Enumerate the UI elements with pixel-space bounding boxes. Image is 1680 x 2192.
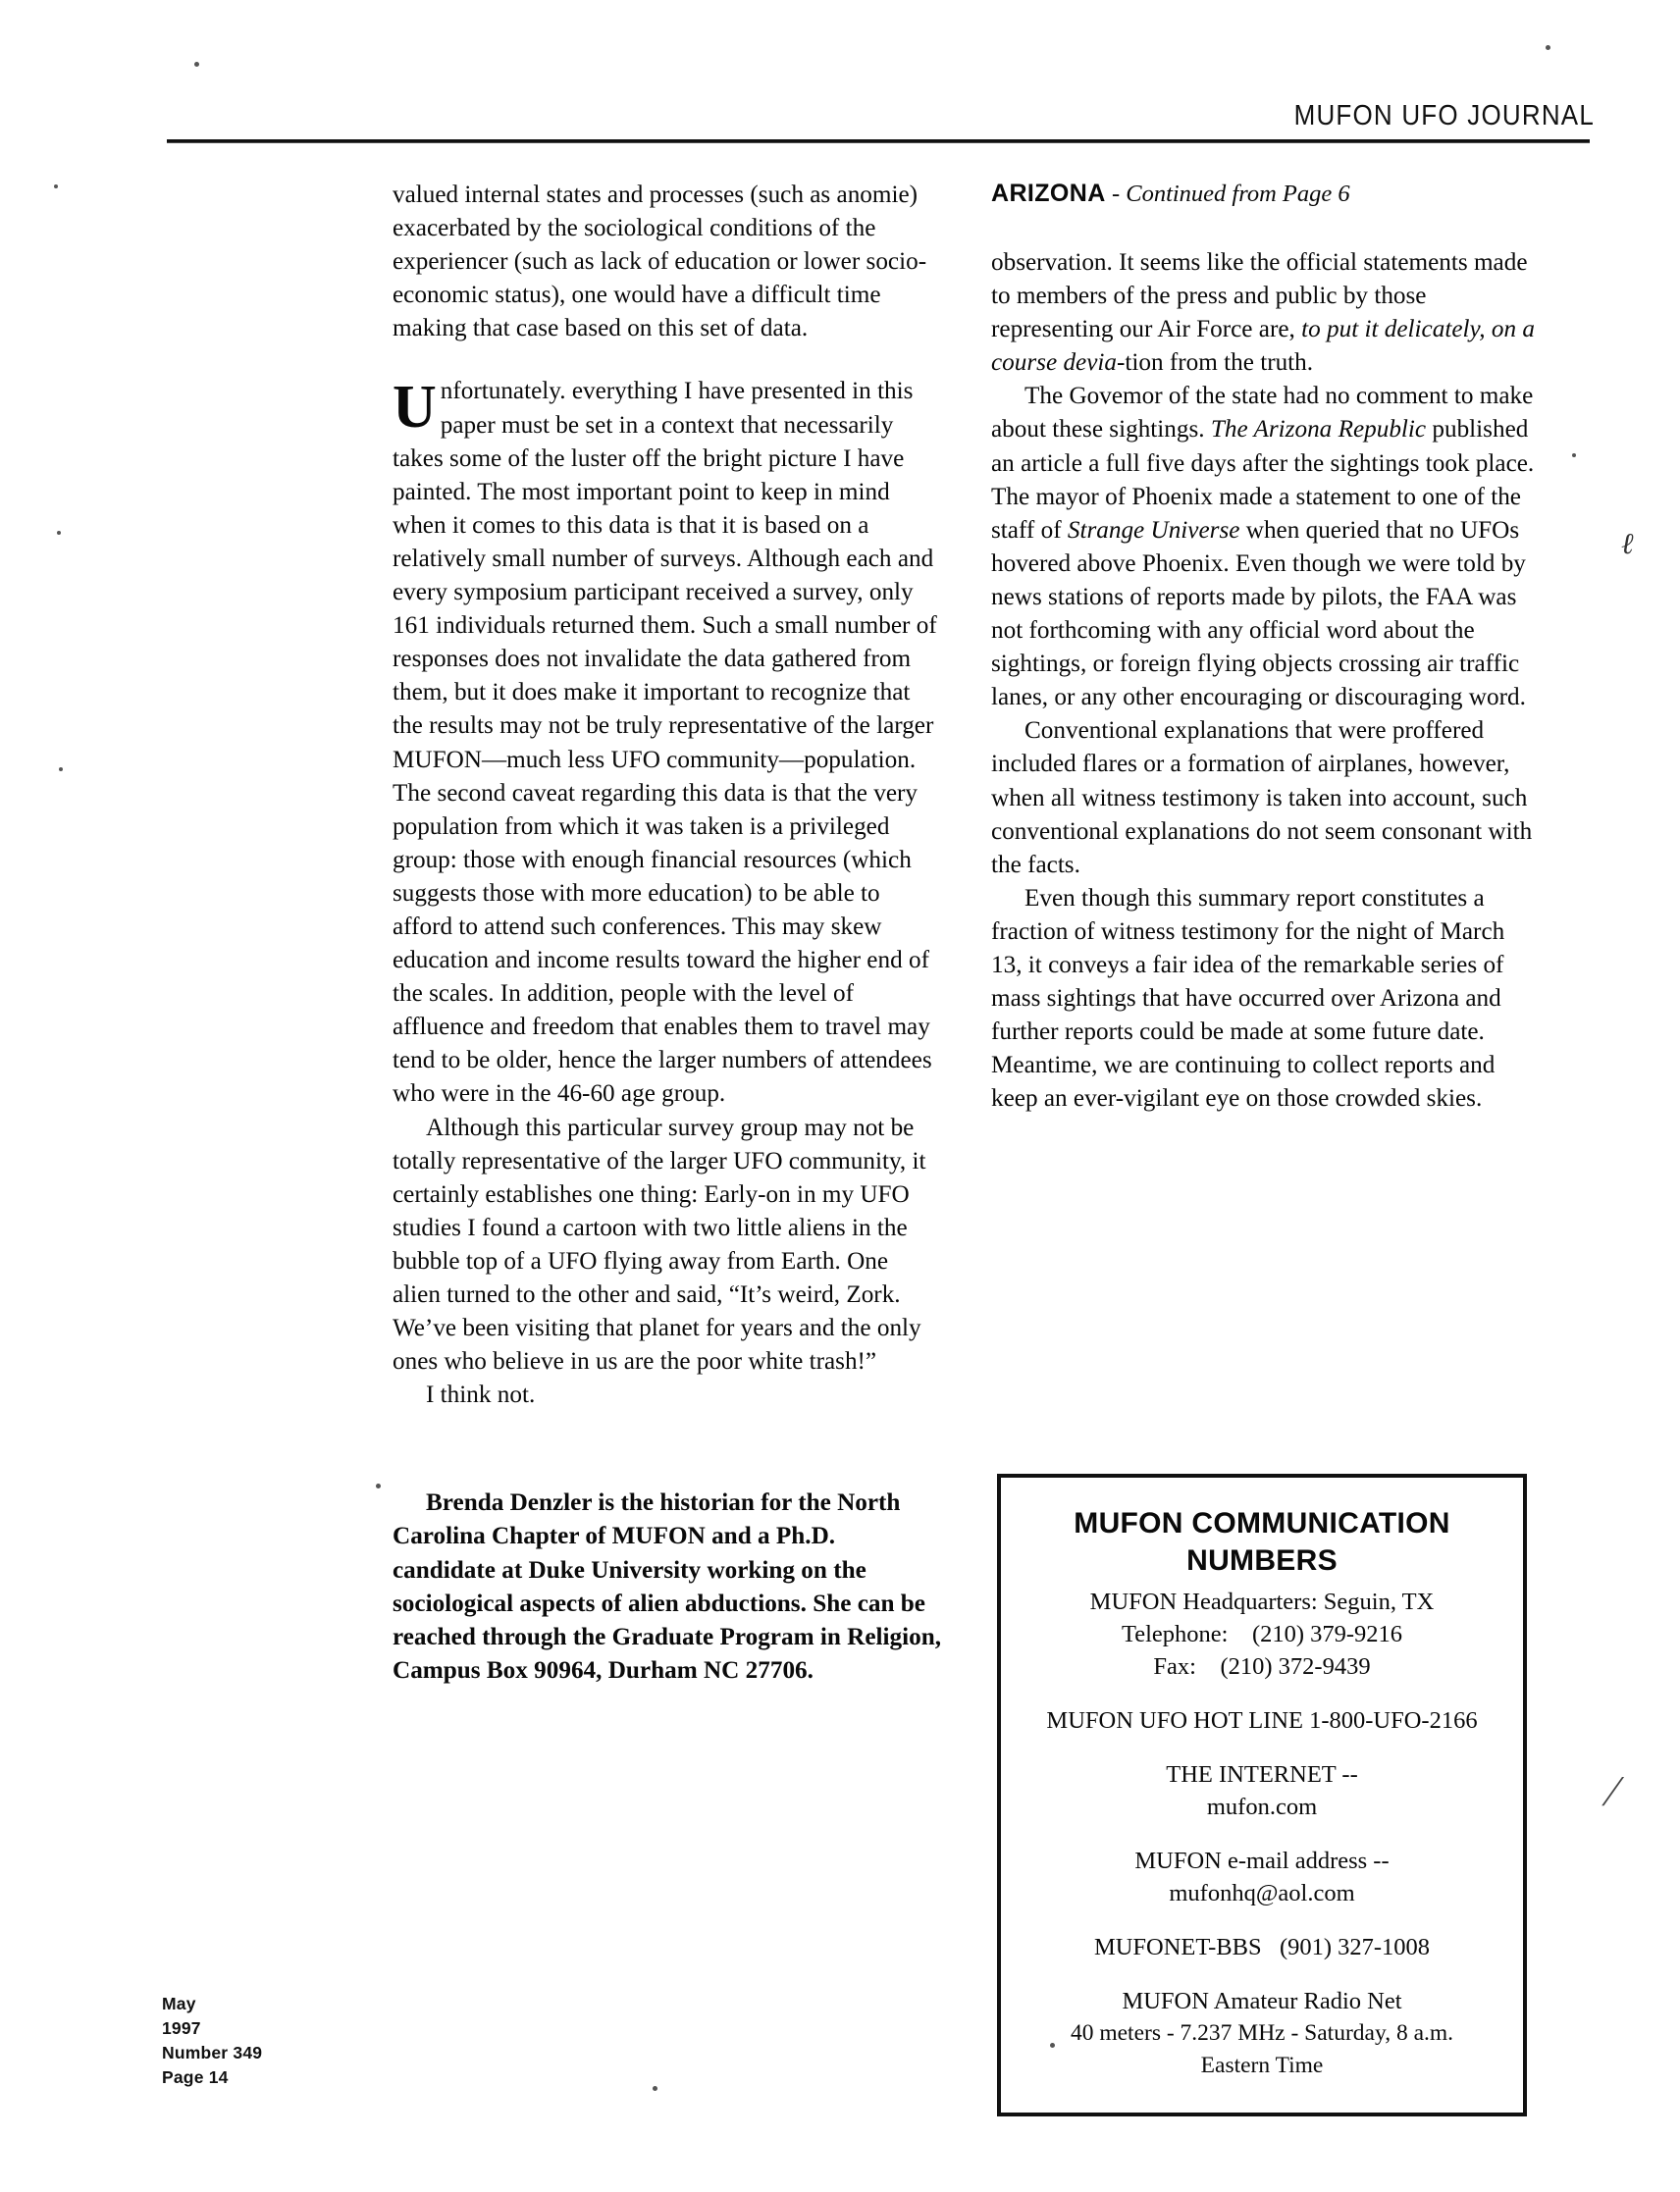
left-text-column — [393, 179, 942, 1688]
fax-line: Fax: (210) 372-9439 — [1153, 1653, 1371, 1680]
drop-cap-letter: U — [393, 374, 437, 442]
internet-value: mufon.com — [1206, 1794, 1318, 1820]
paragraph-survey-group: Although this particular survey group may not be totally representative of the larger UFO community, it certainly establishes one thing: Early-on in my UFO studies I found a cartoon with two little aliens in the bubble top of a UFO flying away from Earth. One alien turned to the other and said, “It’s weird, Zork. We’ve been visiting that planet for years and the only ones who believe in us are the poor white trash!” — [393, 1114, 926, 1376]
masthead-rule — [167, 139, 1590, 143]
scan-speck — [1546, 45, 1550, 50]
scan-speck — [1050, 2043, 1055, 2048]
scan-speck — [57, 531, 61, 535]
email-value: mufonhq@aol.com — [1169, 1880, 1355, 1906]
numbers-box-title-line2: NUMBERS — [1186, 1544, 1338, 1577]
run-normal: published an article a full five days after the sightings took place. The mayor of Phoenix made a statement to one of the staff of — [991, 416, 1535, 544]
numbers-box-headquarters-block — [1001, 1586, 1523, 1683]
paragraph-unfortunately-text: nfortunately. everything I have presented in this paper must be set in a context that necessarily takes some of the luster off the bright picture I have painted. The most important point to keep in mind when it comes to this data is that it is based on a relatively small number of surveys. Although each and every symposium participant received a survey, only 161 individuals returned them. Such a small number of responses does not invalidate the data gathered from them, but it does make it important to recognize that the results may not be truly representative of the larger MUFON—much less UFO community—population. The second caveat regarding this data is that the very population from which it was taken is a privileged group: those with enough financial resources (which suggests those with more education) to be able to afford to attend such conferences. This may skew education and income results toward the higher end of the scales. In addition, people with the level of affluence and freedom that enables them to travel may tend to be older, hence the larger numbers of attendees who were in the 46-60 age group. — [393, 378, 937, 1108]
run-normal: The Govemor of the state had no comment to make about these sightings. — [991, 383, 1534, 444]
paragraph-observation — [991, 246, 1541, 380]
run-italic-arizona-republic: The Arizona Republic — [1210, 416, 1427, 444]
scan-speck — [376, 1484, 381, 1488]
run-normal: observation. It seems like the official statements made to members of the press and public by those representing our Air Force are, — [991, 249, 1528, 343]
run-italic-strange-universe: Strange Universe — [1067, 516, 1240, 544]
paragraph-summary-report: Even though this summary report constitutes a fraction of witness testimony for the night of March 13, it conveys a fair idea of the remarkable series of mass sightings that have occurred over Arizona and further reports could be made at some future date. Meantime, we are continuing to collect reports and keep an ever-vigilant eye on those crowded skies. — [991, 884, 1505, 1113]
radio-timezone-line: Eastern Time — [1200, 2053, 1324, 2078]
right-text-column — [991, 179, 1541, 1116]
bbs-line: MUFONET-BBS (901) 327-1008 — [1093, 1934, 1431, 1960]
paragraph-conventional: Conventional explanations that were proffered included flares or a formation of airplanes, however, when all witness testimony is taken into account, such conventional explanations do not seem consonant with the facts. — [991, 717, 1533, 878]
folio-number: Number 349 — [162, 2043, 263, 2062]
numbers-box-radio-block — [1001, 1985, 1523, 2082]
paragraph-i-think-not: I think not. — [426, 1382, 536, 1409]
page-masthead: MUFON UFO JOURNAL — [1293, 98, 1595, 131]
headquarters-line: MUFON Headquarters: Seguin, TX — [1089, 1589, 1435, 1615]
scan-speck — [59, 767, 63, 771]
continued-section-name: ARIZONA — [991, 180, 1106, 207]
run-normal: when queried that no UFOs hovered above Phoenix. Even though we were told by news stations of reports made by pilots, the FAA was not forthcoming with any official word about the sightings, or foreign flying objects crossing air traffic lanes, or any other encouraging or discouraging word. — [991, 516, 1526, 711]
internet-label: THE INTERNET -- — [1166, 1761, 1358, 1788]
telephone-line: Telephone: (210) 379-9216 — [1121, 1621, 1403, 1647]
scan-speck — [54, 184, 58, 188]
paragraph-continued-text: valued internal states and processes (such as anomie) exacerbated by the sociological conditions of the experiencer (such as lack of education or lower socio-economic status), one would have a difficult time making that case based on this set of data. — [393, 182, 927, 342]
scan-speck — [1572, 453, 1576, 457]
run-italic: to put it delicately, on a course devia- — [991, 316, 1535, 377]
run-normal: tion from the truth. — [1125, 349, 1314, 377]
continued-heading — [991, 179, 1541, 209]
folio-year: 1997 — [162, 2018, 201, 2038]
email-label: MUFON e-mail address -- — [1134, 1848, 1390, 1874]
radio-frequency-line: 40 meters - 7.237 MHz - Saturday, 8 a.m. — [1070, 2020, 1454, 2046]
continued-from-label: - Continued from Page 6 — [1111, 181, 1350, 207]
folio-page: Page 14 — [162, 2067, 229, 2087]
author-bio: Brenda Denzler is the historian for the North Carolina Chapter of MUFON and a Ph.D. candidate at Duke University working on the sociological aspects of alien abductions. She can be reached through the Graduate Program in Religion, Campus Box 90964, Durham NC 27706. — [393, 1489, 942, 1684]
numbers-box-title-line1: MUFON COMMUNICATION — [1074, 1507, 1450, 1540]
margin-pen-mark: ℓ — [1621, 528, 1634, 560]
numbers-box-internet-block — [1001, 1758, 1523, 1823]
mufon-communication-numbers-box — [997, 1474, 1527, 2116]
margin-pen-mark: ⁄ — [1609, 1767, 1617, 1815]
paragraph-governor — [991, 380, 1541, 714]
issue-folio — [162, 1992, 262, 2090]
radio-label: MUFON Amateur Radio Net — [1122, 1988, 1402, 2014]
numbers-box-hotline-block — [1001, 1704, 1523, 1737]
scan-speck — [653, 2086, 657, 2091]
folio-month: May — [162, 1994, 196, 2013]
numbers-box-bbs-block — [1001, 1931, 1523, 1963]
numbers-box-email-block — [1001, 1845, 1523, 1909]
paragraph-unfortunately — [393, 375, 942, 1111]
hotline-line: MUFON UFO HOT LINE 1-800-UFO-2166 — [1046, 1707, 1478, 1734]
scan-speck — [194, 62, 199, 67]
